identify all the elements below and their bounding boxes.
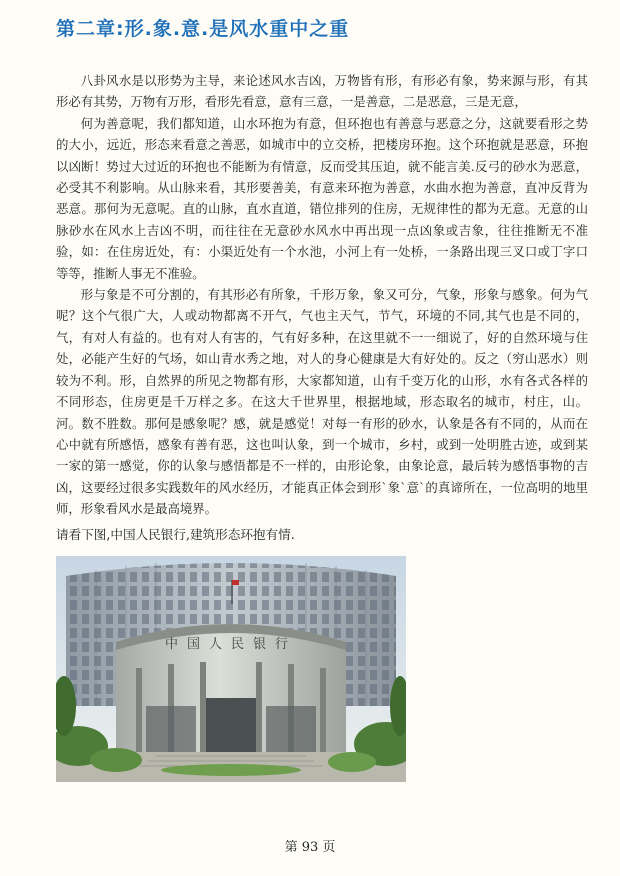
paragraph: 形与象是不可分割的，有其形必有所象，千形万象，象又可分，气象，形象与感象。何为气呢？这个气很广大，人或动物都离不开气，气也主天气，节气，环境的不同,其气也是不同的，气，有对人有益的。也有对人有害的，气有好多种，在这里就不一一细说了，好的自然环境与住处，必能产生好的气场，如山青水秀之地，对人的身心健康是大有好处的。反之（穷山恶水）则较为不利。形，自然界的所见之物都有形，大家都知道，山有千变万化的山形，水有各式各样的不同形态，住房更是千万样之多。在这大千世界里，根据地域，形态取名的城市，村庄，山。河。数不胜数。那何是感象呢？感，就是感觉！对每一有形的砂水，认象是各有不同的，从而在心中就有所感悟，感象有善有恶，这也叫认象，到一个城市，乡村，或到一处明胜古迹，或到某一家的第一感觉，你的认象与感悟都是不一样的，由形论象，由象论意，最后转为感悟事物的吉凶，这要经过很多实践数年的风水经历，才能真正体会到形`象`意`的真谛所在，一位高明的地里师，形象看风水是最高境界。 [56,287,588,517]
bank-building-photo [56,556,406,782]
chapter-title: 第二章:形.象.意.是风水重中之重 [56,18,350,40]
page-number: 第 93 页 [284,840,336,855]
body-text [56,70,588,520]
paragraph: 八卦风水是以形势为主导，来论述风水吉凶，万物皆有形，有形必有象，势来源与形，有其形必有其势，万物有万形，看形先看意，意有三意，一是善意，二是恶意，三是无意， [56,73,588,110]
paragraph: 何为善意呢，我们都知道，山水环抱为有意，但环抱也有善意与恶意之分，这就要看形之势的大小，远近，形态来看意之善恶，如城市中的立交桥，把楼房环抱。这个环抱就是恶意，环抱以凶断！势过大过近的环抱也不能断为有情意，反而受其压迫，就不能言美.反弓的砂水为恶意，必受其不利影响。从山脉来看，其形要善美，有意来环抱为善意，水曲水抱为善意，直冲反背为恶意。那何为无意呢。直的山脉，直水直道，错位排列的住房，无规律性的都为无意。无意的山脉砂水在风水上吉凶不明，而往往在无意砂水风水中再出现一点凶象或吉象，往往推断无不准验，如：在住房近处，有：小渠近处有一个水池，小河上有一处桥，一条路出现三叉口或丁字口等等，推断人事无不准验。 [56,115,588,281]
building-sign: 中国人民银行 [164,637,298,652]
figure-caption: 请看下图,中国人民银行,建筑形态环抱有情. [56,527,295,542]
